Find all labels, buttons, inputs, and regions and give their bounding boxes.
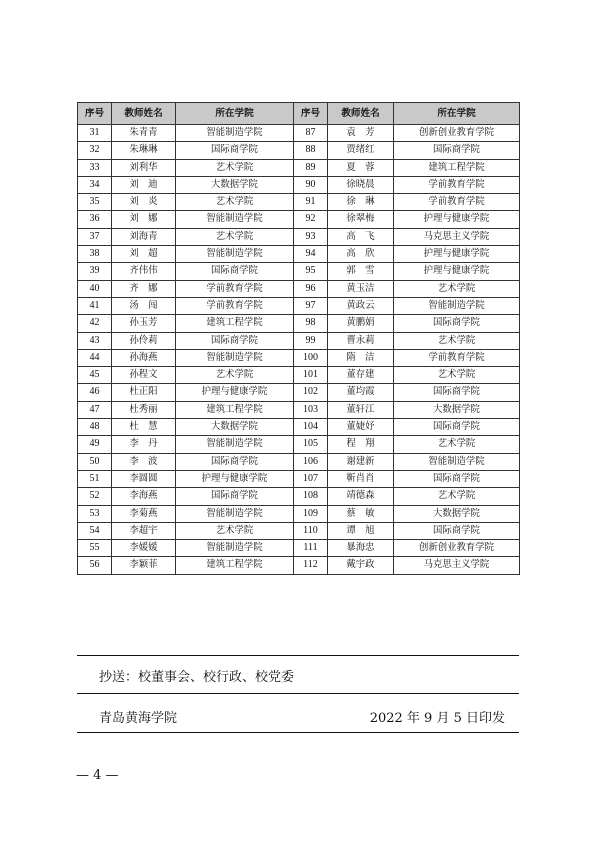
cell-teacher-name: 蔡 敏 bbox=[328, 505, 394, 522]
cell-index: 107 bbox=[294, 470, 328, 487]
cell-college: 建筑工程学院 bbox=[176, 557, 294, 574]
cell-index: 103 bbox=[294, 401, 328, 418]
footer-middle-rule bbox=[77, 693, 519, 694]
cell-teacher-name: 黄鹏娟 bbox=[328, 315, 394, 332]
teacher-list-table bbox=[77, 102, 520, 575]
cell-college: 智能制造学院 bbox=[176, 246, 294, 263]
cell-teacher-name: 谭 旭 bbox=[328, 522, 394, 539]
cell-teacher-name: 董均霞 bbox=[328, 384, 394, 401]
cell-college: 国际商学院 bbox=[394, 419, 520, 436]
cell-college: 护理与健康学院 bbox=[394, 246, 520, 263]
cell-index: 111 bbox=[294, 540, 328, 557]
table-row bbox=[78, 280, 520, 297]
cell-college: 大数据学院 bbox=[176, 419, 294, 436]
cell-index: 46 bbox=[78, 384, 112, 401]
cell-college: 护理与健康学院 bbox=[176, 384, 294, 401]
cell-teacher-name: 程 翔 bbox=[328, 436, 394, 453]
cell-college: 智能制造学院 bbox=[176, 125, 294, 142]
cell-teacher-name: 齐伟伟 bbox=[112, 263, 176, 280]
cell-teacher-name: 袁 芳 bbox=[328, 125, 394, 142]
cell-index: 36 bbox=[78, 211, 112, 228]
cell-college: 智能制造学院 bbox=[176, 349, 294, 366]
table-row bbox=[78, 332, 520, 349]
cell-college: 智能制造学院 bbox=[394, 453, 520, 470]
cell-college: 艺术学院 bbox=[394, 280, 520, 297]
cell-teacher-name: 徐 琳 bbox=[328, 194, 394, 211]
cell-index: 105 bbox=[294, 436, 328, 453]
cell-teacher-name: 刘 迪 bbox=[112, 176, 176, 193]
cell-index: 42 bbox=[78, 315, 112, 332]
cell-college: 艺术学院 bbox=[176, 367, 294, 384]
table-row bbox=[78, 194, 520, 211]
cell-teacher-name: 高 欣 bbox=[328, 246, 394, 263]
cell-teacher-name: 孙玉芳 bbox=[112, 315, 176, 332]
cell-college: 学前教育学院 bbox=[394, 176, 520, 193]
cell-index: 54 bbox=[78, 522, 112, 539]
cell-index: 51 bbox=[78, 470, 112, 487]
cell-teacher-name: 李媛媛 bbox=[112, 540, 176, 557]
cell-college: 建筑工程学院 bbox=[176, 315, 294, 332]
cell-college: 国际商学院 bbox=[176, 488, 294, 505]
cell-college: 国际商学院 bbox=[176, 263, 294, 280]
cell-index: 112 bbox=[294, 557, 328, 574]
cell-teacher-name: 靳肖肖 bbox=[328, 470, 394, 487]
cell-index: 100 bbox=[294, 349, 328, 366]
cell-index: 109 bbox=[294, 505, 328, 522]
cell-college: 智能制造学院 bbox=[176, 211, 294, 228]
table-row bbox=[78, 453, 520, 470]
cell-college: 国际商学院 bbox=[176, 453, 294, 470]
cell-college: 学前教育学院 bbox=[394, 349, 520, 366]
header-teacher-name: 教师姓名 bbox=[112, 103, 176, 125]
table-row bbox=[78, 211, 520, 228]
cell-index: 97 bbox=[294, 297, 328, 314]
table-row bbox=[78, 401, 520, 418]
cell-teacher-name: 刘利华 bbox=[112, 159, 176, 176]
cell-teacher-name: 隋 洁 bbox=[328, 349, 394, 366]
cell-teacher-name: 暴海忠 bbox=[328, 540, 394, 557]
cell-college: 智能制造学院 bbox=[394, 297, 520, 314]
cell-teacher-name: 刘 炎 bbox=[112, 194, 176, 211]
cell-teacher-name: 曹永莉 bbox=[328, 332, 394, 349]
header-index: 序号 bbox=[78, 103, 112, 125]
cell-college: 国际商学院 bbox=[176, 332, 294, 349]
table-row bbox=[78, 522, 520, 539]
cell-teacher-name: 贾绪红 bbox=[328, 142, 394, 159]
cell-teacher-name: 董轩江 bbox=[328, 401, 394, 418]
cell-index: 98 bbox=[294, 315, 328, 332]
cell-index: 41 bbox=[78, 297, 112, 314]
cell-college: 创新创业教育学院 bbox=[394, 125, 520, 142]
header-index: 序号 bbox=[294, 103, 328, 125]
cell-teacher-name: 徐晓晨 bbox=[328, 176, 394, 193]
cell-index: 90 bbox=[294, 176, 328, 193]
cell-college: 学前教育学院 bbox=[176, 297, 294, 314]
table-row bbox=[78, 125, 520, 142]
table-row bbox=[78, 159, 520, 176]
cell-teacher-name: 杜正阳 bbox=[112, 384, 176, 401]
cell-college: 护理与健康学院 bbox=[394, 263, 520, 280]
cell-teacher-name: 李 波 bbox=[112, 453, 176, 470]
table-row bbox=[78, 349, 520, 366]
cell-index: 53 bbox=[78, 505, 112, 522]
table-row bbox=[78, 367, 520, 384]
cell-index: 87 bbox=[294, 125, 328, 142]
cell-teacher-name: 戴宇政 bbox=[328, 557, 394, 574]
cell-teacher-name: 董存建 bbox=[328, 367, 394, 384]
cell-college: 学前教育学院 bbox=[176, 280, 294, 297]
table-header-row bbox=[78, 103, 520, 125]
cell-index: 91 bbox=[294, 194, 328, 211]
table-row bbox=[78, 419, 520, 436]
table-row bbox=[78, 505, 520, 522]
cell-teacher-name: 李圆圆 bbox=[112, 470, 176, 487]
cell-teacher-name: 高 飞 bbox=[328, 228, 394, 245]
cell-teacher-name: 靖德森 bbox=[328, 488, 394, 505]
cell-index: 55 bbox=[78, 540, 112, 557]
table-row bbox=[78, 176, 520, 193]
issuing-institution: 青岛黄海学院 bbox=[99, 711, 178, 726]
cell-index: 94 bbox=[294, 246, 328, 263]
cell-teacher-name: 孙程文 bbox=[112, 367, 176, 384]
cell-college: 国际商学院 bbox=[394, 470, 520, 487]
cell-index: 110 bbox=[294, 522, 328, 539]
cell-index: 40 bbox=[78, 280, 112, 297]
cell-college: 艺术学院 bbox=[176, 159, 294, 176]
header-college: 所在学院 bbox=[176, 103, 294, 125]
cell-college: 艺术学院 bbox=[176, 194, 294, 211]
cc-recipients: 抄送：校董事会、校行政、校党委 bbox=[99, 670, 295, 685]
cell-college: 大数据学院 bbox=[394, 505, 520, 522]
cell-teacher-name: 刘 娜 bbox=[112, 211, 176, 228]
cell-teacher-name: 徐翠梅 bbox=[328, 211, 394, 228]
cell-college: 马克思主义学院 bbox=[394, 557, 520, 574]
cell-index: 48 bbox=[78, 419, 112, 436]
cell-teacher-name: 汤 闯 bbox=[112, 297, 176, 314]
table-row bbox=[78, 142, 520, 159]
cell-college: 大数据学院 bbox=[176, 176, 294, 193]
table-row bbox=[78, 436, 520, 453]
cell-index: 34 bbox=[78, 176, 112, 193]
cell-index: 89 bbox=[294, 159, 328, 176]
cell-college: 智能制造学院 bbox=[176, 436, 294, 453]
cell-college: 马克思主义学院 bbox=[394, 228, 520, 245]
cell-teacher-name: 郭 雪 bbox=[328, 263, 394, 280]
cell-college: 艺术学院 bbox=[176, 228, 294, 245]
cell-college: 国际商学院 bbox=[394, 522, 520, 539]
cell-college: 艺术学院 bbox=[394, 488, 520, 505]
cell-index: 38 bbox=[78, 246, 112, 263]
cell-teacher-name: 李超宇 bbox=[112, 522, 176, 539]
cell-teacher-name: 李 丹 bbox=[112, 436, 176, 453]
cell-teacher-name: 齐 娜 bbox=[112, 280, 176, 297]
cell-teacher-name: 董婕妤 bbox=[328, 419, 394, 436]
page-number: — 4 — bbox=[76, 768, 119, 783]
cell-teacher-name: 黄政云 bbox=[328, 297, 394, 314]
cell-teacher-name: 孙伶莉 bbox=[112, 332, 176, 349]
cell-index: 108 bbox=[294, 488, 328, 505]
cell-index: 50 bbox=[78, 453, 112, 470]
cell-college: 创新创业教育学院 bbox=[394, 540, 520, 557]
cell-teacher-name: 杜 慧 bbox=[112, 419, 176, 436]
cell-college: 护理与健康学院 bbox=[176, 470, 294, 487]
cell-college: 国际商学院 bbox=[394, 142, 520, 159]
cell-index: 52 bbox=[78, 488, 112, 505]
table-body bbox=[78, 125, 520, 575]
table-row bbox=[78, 297, 520, 314]
cell-teacher-name: 刘海青 bbox=[112, 228, 176, 245]
table-row bbox=[78, 228, 520, 245]
cell-college: 艺术学院 bbox=[394, 436, 520, 453]
cell-teacher-name: 李颖菲 bbox=[112, 557, 176, 574]
cell-index: 88 bbox=[294, 142, 328, 159]
cell-index: 32 bbox=[78, 142, 112, 159]
cell-index: 39 bbox=[78, 263, 112, 280]
cell-teacher-name: 李菊燕 bbox=[112, 505, 176, 522]
cell-teacher-name: 孙海燕 bbox=[112, 349, 176, 366]
table-row bbox=[78, 488, 520, 505]
cell-index: 95 bbox=[294, 263, 328, 280]
cell-index: 35 bbox=[78, 194, 112, 211]
table-row bbox=[78, 263, 520, 280]
cell-college: 国际商学院 bbox=[176, 142, 294, 159]
cell-college: 国际商学院 bbox=[394, 315, 520, 332]
cell-index: 93 bbox=[294, 228, 328, 245]
table-row bbox=[78, 384, 520, 401]
header-teacher-name: 教师姓名 bbox=[328, 103, 394, 125]
cell-index: 56 bbox=[78, 557, 112, 574]
cell-index: 101 bbox=[294, 367, 328, 384]
cell-teacher-name: 黄玉洁 bbox=[328, 280, 394, 297]
cell-teacher-name: 朱琳琳 bbox=[112, 142, 176, 159]
cell-index: 31 bbox=[78, 125, 112, 142]
footer-top-rule bbox=[77, 655, 519, 656]
cell-teacher-name: 刘 超 bbox=[112, 246, 176, 263]
cell-index: 102 bbox=[294, 384, 328, 401]
cell-college: 艺术学院 bbox=[394, 332, 520, 349]
table-row bbox=[78, 246, 520, 263]
cell-college: 大数据学院 bbox=[394, 401, 520, 418]
cell-college: 智能制造学院 bbox=[176, 540, 294, 557]
cell-teacher-name: 杜秀丽 bbox=[112, 401, 176, 418]
cell-college: 国际商学院 bbox=[394, 384, 520, 401]
table-row bbox=[78, 540, 520, 557]
cell-teacher-name: 李海燕 bbox=[112, 488, 176, 505]
cell-college: 艺术学院 bbox=[394, 367, 520, 384]
table-row bbox=[78, 557, 520, 574]
table-row bbox=[78, 315, 520, 332]
cell-college: 智能制造学院 bbox=[176, 505, 294, 522]
cell-index: 49 bbox=[78, 436, 112, 453]
cell-index: 106 bbox=[294, 453, 328, 470]
cell-college: 建筑工程学院 bbox=[176, 401, 294, 418]
cell-index: 92 bbox=[294, 211, 328, 228]
cell-college: 建筑工程学院 bbox=[394, 159, 520, 176]
cell-index: 33 bbox=[78, 159, 112, 176]
cell-index: 99 bbox=[294, 332, 328, 349]
footer-bottom-rule bbox=[77, 732, 519, 733]
cell-college: 护理与健康学院 bbox=[394, 211, 520, 228]
cell-college: 艺术学院 bbox=[176, 522, 294, 539]
cell-college: 学前教育学院 bbox=[394, 194, 520, 211]
cell-index: 37 bbox=[78, 228, 112, 245]
cell-index: 45 bbox=[78, 367, 112, 384]
cell-index: 43 bbox=[78, 332, 112, 349]
cell-teacher-name: 朱青青 bbox=[112, 125, 176, 142]
cell-teacher-name: 谢建新 bbox=[328, 453, 394, 470]
cell-index: 44 bbox=[78, 349, 112, 366]
cell-teacher-name: 夏 蓉 bbox=[328, 159, 394, 176]
header-college: 所在学院 bbox=[394, 103, 520, 125]
cell-index: 96 bbox=[294, 280, 328, 297]
cell-index: 47 bbox=[78, 401, 112, 418]
table-row bbox=[78, 470, 520, 487]
cell-index: 104 bbox=[294, 419, 328, 436]
issue-date: 2022 年 9 月 5 日印发 bbox=[369, 711, 505, 726]
